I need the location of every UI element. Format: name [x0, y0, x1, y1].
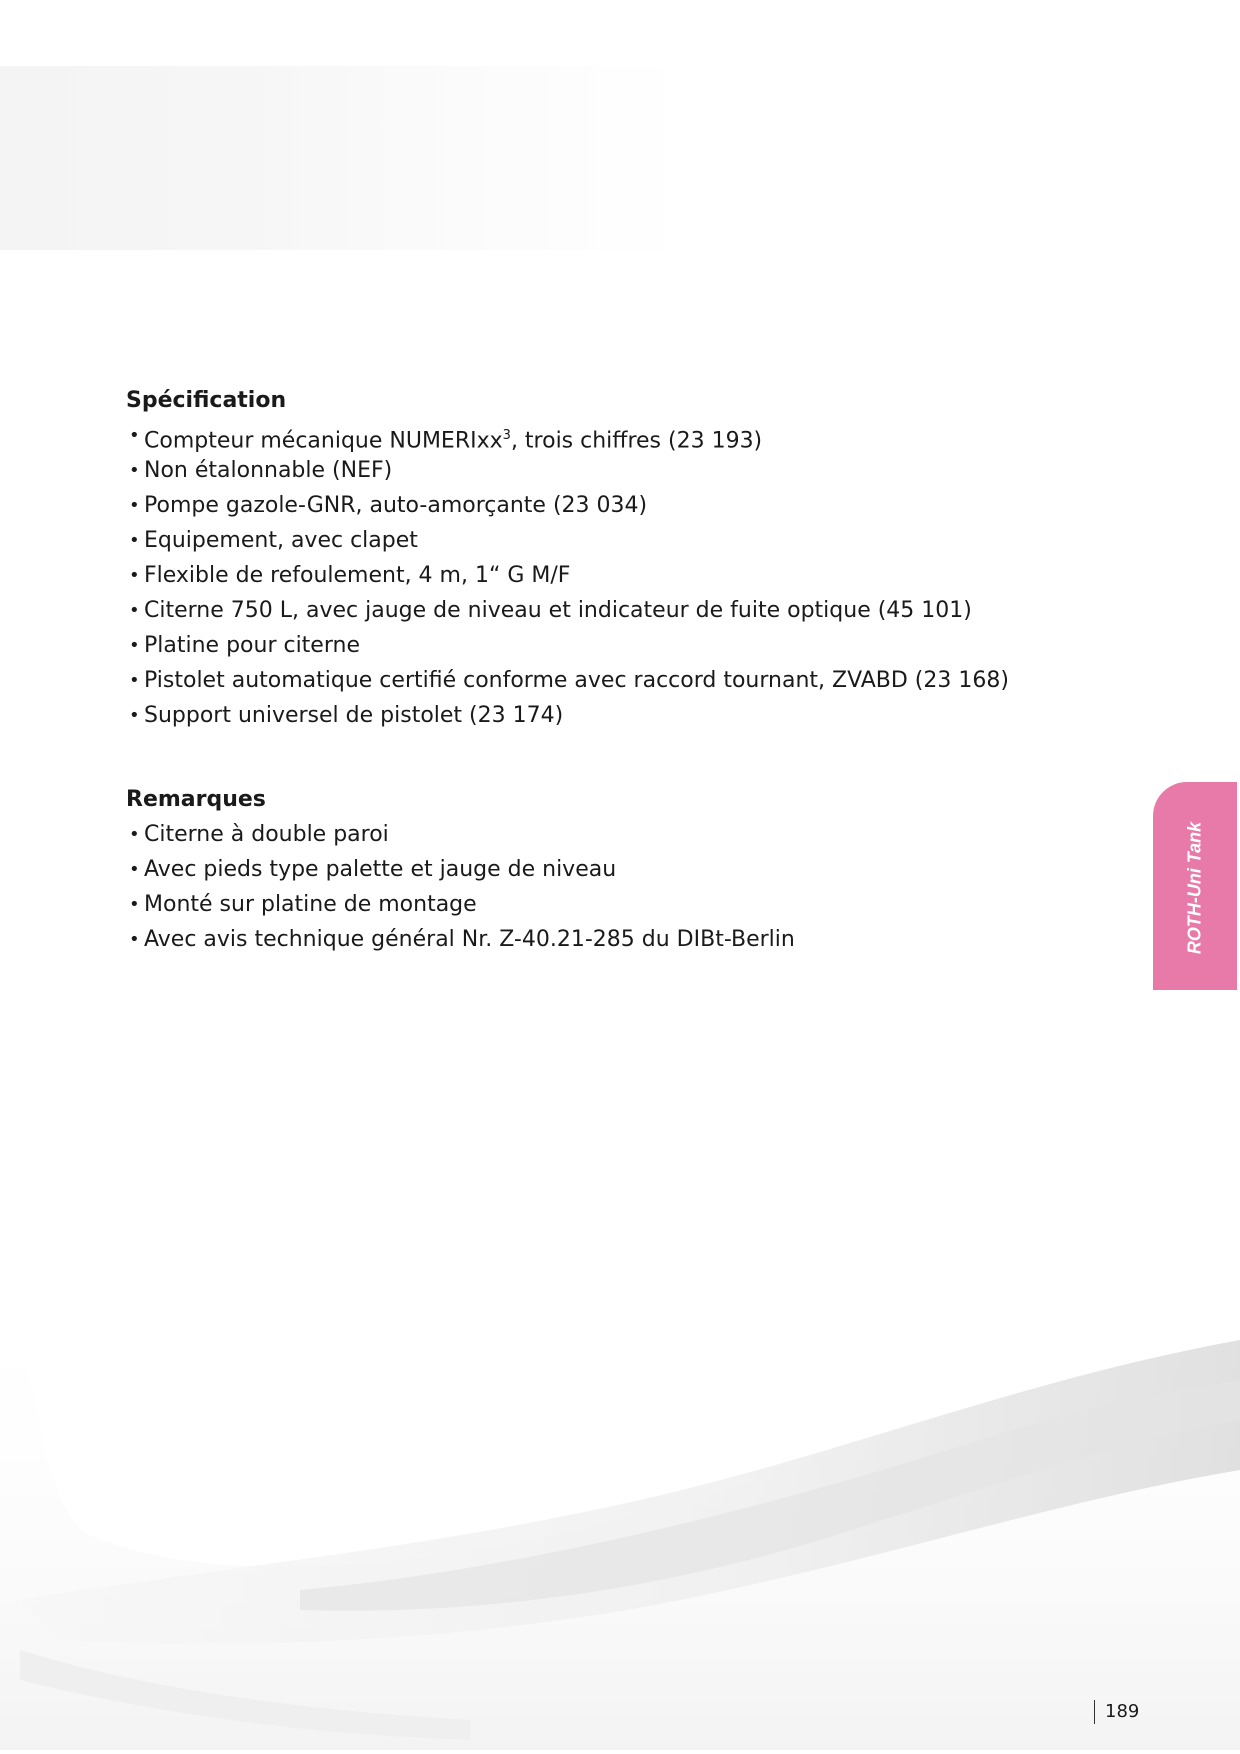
- list-item-text: Equipement, avec clapet: [144, 528, 418, 553]
- list-item: [126, 698, 1126, 733]
- list-item-text: Support universel de pistolet (23 174): [144, 703, 564, 728]
- bullet-icon: •: [129, 600, 140, 621]
- bullet-icon: •: [129, 824, 140, 845]
- section-spacer: [126, 733, 1126, 783]
- list-item-text: Monté sur platine de montage: [144, 892, 477, 917]
- water-splash-decoration: [0, 1270, 1240, 1750]
- list-item-text-tail: , trois chiffres (23 193): [510, 428, 763, 454]
- page-number: 189: [1094, 1700, 1139, 1724]
- bullet-icon: •: [129, 530, 140, 551]
- list-item-text: Avec avis technique général Nr. Z-40.21-285 du DIBt-Berlin: [144, 927, 795, 952]
- bullet-icon: •: [129, 495, 140, 516]
- bullet-icon: •: [129, 670, 140, 691]
- remarks-section: [126, 783, 1126, 957]
- list-item: [126, 453, 1126, 488]
- list-item: [126, 558, 1126, 593]
- remarks-list: [126, 817, 1126, 957]
- list-item-text: Pistolet automatique certifié conforme avec raccord tournant, ZVABD (23 168): [144, 668, 1009, 693]
- list-item: [126, 488, 1126, 523]
- list-item-text: Citerne 750 L, avec jauge de niveau et indicateur de fuite optique (45 101): [144, 598, 972, 623]
- list-item: [126, 593, 1126, 628]
- header-image-placeholder: [0, 66, 680, 250]
- list-item-text: Platine pour citerne: [144, 633, 360, 658]
- list-item-text: Flexible de refoulement, 4 m, 1“ G M/F: [144, 563, 571, 588]
- specification-heading: Spécification: [126, 388, 287, 413]
- bullet-icon: •: [129, 460, 140, 481]
- bullet-icon: •: [129, 425, 140, 446]
- bullet-icon: •: [129, 705, 140, 726]
- bullet-icon: •: [129, 635, 140, 656]
- list-item-text: Non étalonnable (NEF): [144, 458, 393, 483]
- list-item: [126, 922, 1126, 957]
- bullet-icon: •: [129, 859, 140, 880]
- list-item-text: Pompe gazole-GNR, auto-amorçante (23 034): [144, 493, 648, 518]
- list-item-text: Avec pieds type palette et jauge de niveau: [144, 857, 617, 882]
- superscript: 3: [502, 428, 511, 443]
- main-content: [126, 384, 1126, 957]
- list-item: [126, 628, 1126, 663]
- list-item: [126, 663, 1126, 698]
- bullet-icon: •: [129, 565, 140, 586]
- list-item: [126, 887, 1126, 922]
- list-item-text: Citerne à double paroi: [144, 822, 389, 847]
- chapter-tab[interactable]: [1153, 782, 1237, 990]
- list-item-text: Compteur mécanique NUMERIxx: [144, 428, 503, 454]
- specification-list: [126, 418, 1126, 733]
- bullet-icon: •: [129, 894, 140, 915]
- list-item: [126, 817, 1126, 852]
- list-item: [126, 418, 1126, 453]
- list-item: [126, 523, 1126, 558]
- bullet-icon: •: [129, 929, 140, 950]
- specification-section: [126, 384, 1126, 733]
- remarks-heading: Remarques: [126, 787, 266, 812]
- list-item: [126, 852, 1126, 887]
- chapter-tab-label: ROTH-Uni Tank: [1184, 821, 1205, 955]
